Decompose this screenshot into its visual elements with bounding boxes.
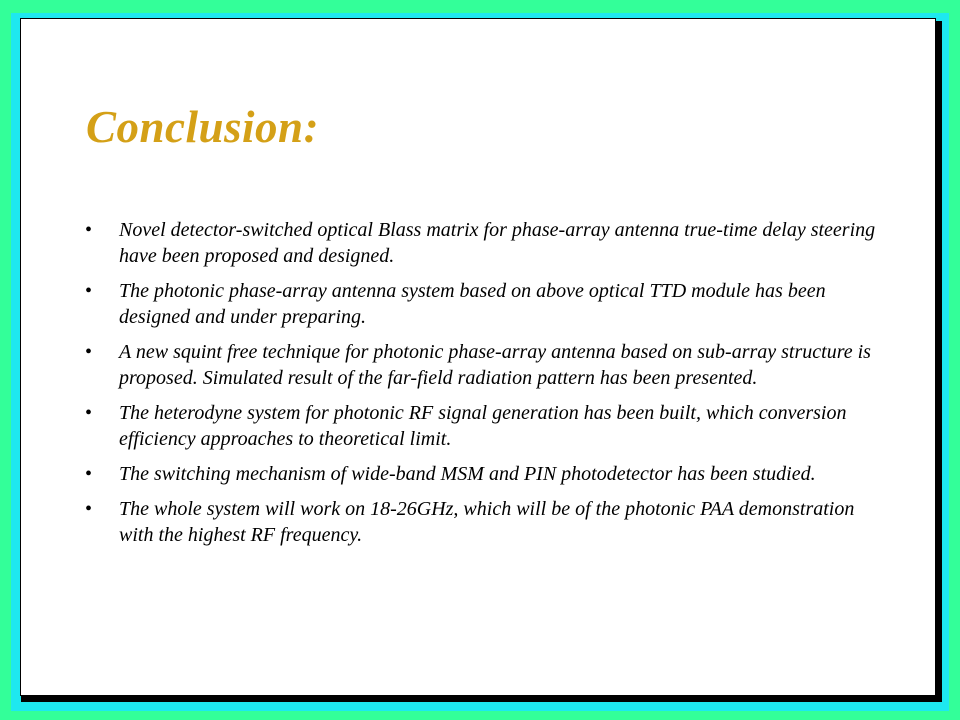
bullet-icon: • [85,280,93,302]
bullet-list [81,217,887,557]
bullet-item-5 [81,461,887,487]
slide-panel [20,18,936,696]
bullet-icon: • [85,341,93,363]
bullet-icon: • [85,219,93,241]
bullet-text: Novel detector-switched optical Blass matrix for phase-array antenna true-time delay steering have been proposed and designed. [119,219,876,267]
bullet-icon: • [85,498,93,520]
bullet-text: The switching mechanism of wide-band MSM and PIN photodetector has been studied. [119,463,816,485]
bullet-text: A new squint free technique for photonic phase-array antenna based on sub-array structure is proposed. Simulated result of the far-field radiation pattern has been presented. [119,341,871,389]
slide-title: Conclusion: [86,102,320,152]
bullet-item-4 [81,400,887,452]
bullet-item-3 [81,339,887,391]
bullet-text: The photonic phase-array antenna system based on above optical TTD module has been designed and under preparing. [119,280,826,328]
bullet-item-6 [81,496,887,548]
bullet-item-1 [81,217,887,269]
bullet-text: The heterodyne system for photonic RF signal generation has been built, which conversion efficiency approaches to theoretical limit. [119,402,847,450]
bullet-icon: • [85,402,93,424]
bullet-text: The whole system will work on 18-26GHz, which will be of the photonic PAA demonstration with the highest RF frequency. [119,498,855,546]
bullet-item-2 [81,278,887,330]
bullet-icon: • [85,463,93,485]
